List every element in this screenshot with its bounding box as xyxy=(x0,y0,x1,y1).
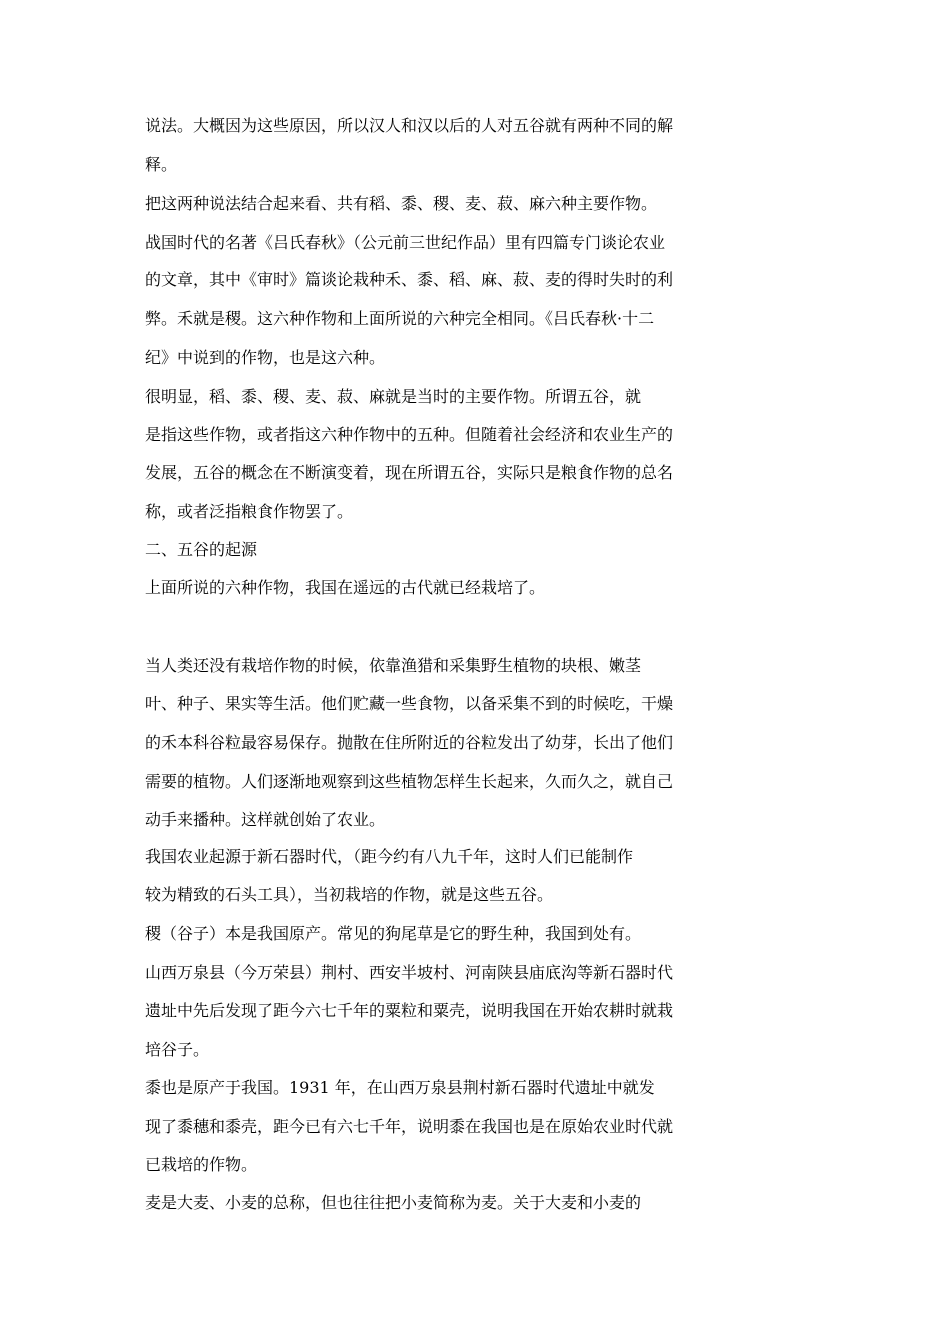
text-line: 的文章，其中《审时》篇谈论栽种禾、黍、稻、麻、菽、麦的得时失时的利 xyxy=(145,270,674,289)
text-line: 稷（谷子）本是我国原产。常见的狗尾草是它的野生种，我国到处有。 xyxy=(145,924,642,943)
text-line: 释。 xyxy=(145,155,178,174)
text-line: 培谷子。 xyxy=(145,1040,210,1059)
text-line: 叶、种子、果实等生活。他们贮藏一些食物，以备采集不到的时候吃，干燥 xyxy=(145,694,674,713)
section-heading: 二、五谷的起源 xyxy=(145,540,258,559)
text-line: 需要的植物。人们逐渐地观察到这些植物怎样生长起来，久而久之，就自己 xyxy=(145,772,674,791)
text-line: 较为精致的石头工具），当初栽培的作物，就是这些五谷。 xyxy=(145,885,554,904)
text-line: 的禾本科谷粒最容易保存。抛散在住所附近的谷粒发出了幼芽，长出了他们 xyxy=(145,733,674,752)
text-line: 纪》中说到的作物，也是这六种。 xyxy=(145,348,386,367)
text-line: 动手来播种。这样就创始了农业。 xyxy=(145,810,386,829)
text-line: 当人类还没有栽培作物的时候，依靠渔猎和采集野生植物的块根、嫩茎 xyxy=(145,656,642,675)
text-line: 把这两种说法结合起来看、共有稻、黍、稷、麦、菽、麻六种主要作物。 xyxy=(145,194,658,213)
text-line: 已栽培的作物。 xyxy=(145,1155,258,1174)
text-line: 弊。禾就是稷。这六种作物和上面所说的六种完全相同。《吕氏春秋·十二 xyxy=(145,309,655,328)
text-line: 很明显，稻、黍、稷、麦、菽、麻就是当时的主要作物。所谓五谷，就 xyxy=(145,387,642,406)
text-line: 我国农业起源于新石器时代，（距今约有八九千年，这时人们已能制作 xyxy=(145,847,634,866)
text-line: 黍也是原产于我国。1931 年，在山西万泉县荆村新石器时代遗址中就发 xyxy=(145,1078,655,1097)
text-line: 称，或者泛指粮食作物罢了。 xyxy=(145,502,354,521)
text-line: 是指这些作物，或者指这六种作物中的五种。但随着社会经济和农业生产的 xyxy=(145,425,674,444)
text-line: 上面所说的六种作物，我国在遥远的古代就已经栽培了。 xyxy=(145,578,546,597)
text-line: 说法。大概因为这些原因，所以汉人和汉以后的人对五谷就有两种不同的解 xyxy=(145,116,674,135)
text-line: 山西万泉县（今万荣县）荆村、西安半坡村、河南陕县庙底沟等新石器时代 xyxy=(145,963,674,982)
text-line: 遗址中先后发现了距今六七千年的粟粒和粟壳，说明我国在开始农耕时就栽 xyxy=(145,1001,674,1020)
text-line: 战国时代的名著《吕氏春秋》（公元前三世纪作品）里有四篇专门谈论农业 xyxy=(145,233,666,252)
text-line: 发展，五谷的概念在不断演变着，现在所谓五谷，实际只是粮食作物的总名 xyxy=(145,463,674,482)
text-line: 现了黍穗和黍壳，距今已有六七千年，说明黍在我国也是在原始农业时代就 xyxy=(145,1117,674,1136)
text-line: 麦是大麦、小麦的总称，但也往往把小麦简称为麦。关于大麦和小麦的 xyxy=(145,1193,642,1212)
